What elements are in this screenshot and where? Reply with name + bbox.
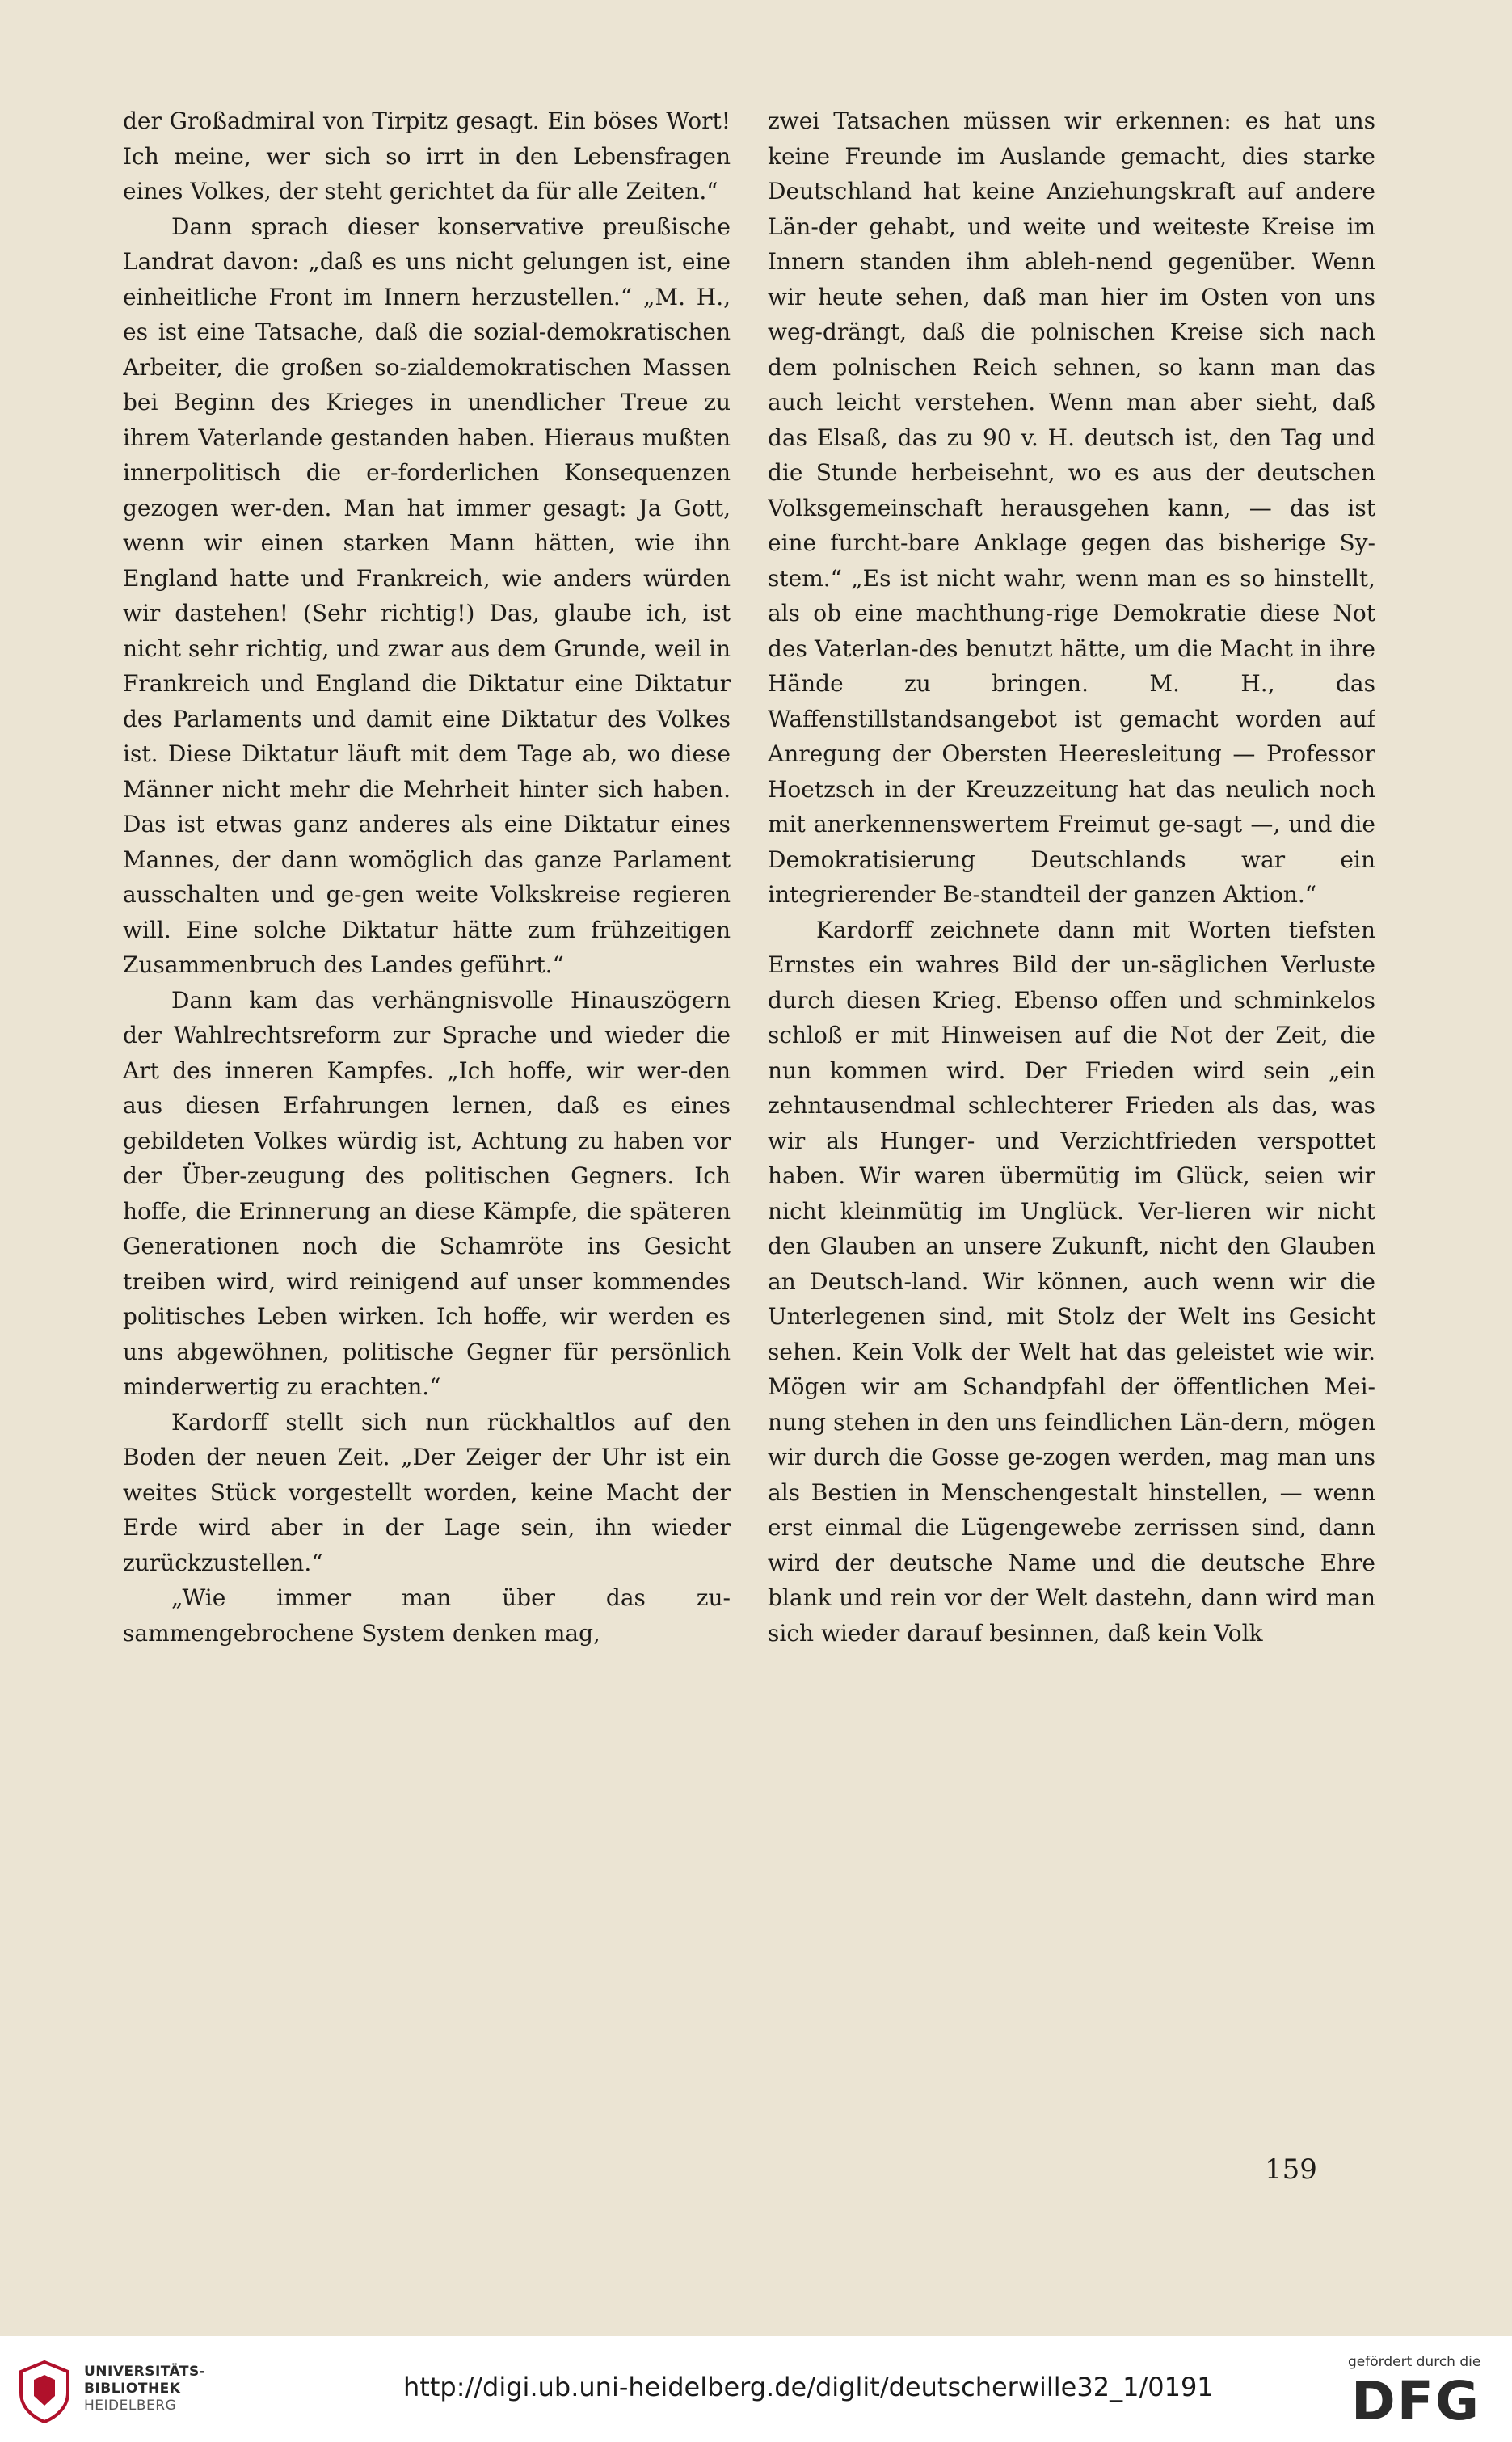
left-column [123, 103, 731, 2132]
paragraph: Dann kam das verhängnisvolle Hinauszögern der Wahlrechtsreform zur Sprache und wieder die Art des inneren Kampfes. „Ich hoffe, wir wer-den aus diesen Erfahrungen lernen, daß es eines gebildeten Volkes würdig ist, Achtung zu haben vor der Über-zeugung des politischen Gegners. Ich hoffe, die Erinnerung an diese Kämpfe, die späteren Generationen noch die Schamröte ins Gesicht treiben wird, wird reinigend auf unser kommendes politisches Leben wirken. Ich hoffe, wir werden es uns abgewöhnen, politische Gegner für persönlich minderwertig zu erachten.“ [123, 986, 731, 1400]
institution-line: BIBLIOTHEK [84, 2381, 181, 2397]
paragraph: zwei Tatsachen müssen wir erkennen: es hat uns keine Freunde im Auslande gemacht, dies starke Deutschland hat keine Anziehungskraft auf andere Län-der gehabt, und weite und weiteste Kreise im Innern standen ihm ableh-nend gegenüber. Wenn wir heute sehen, daß man hier im Osten von uns weg-drängt, daß die polnischen Kreise sich nach dem polnischen Reich sehnen, so kann man das auch leicht verstehen. Wenn man aber sieht, daß das Elsaß, das zu 90 v. H. deutsch ist, den Tag und die Stunde herbeisehnt, wo es aus der deutschen Volksgemeinschaft herausgehen kann, — das ist eine furcht-bare Anklage gegen das bisherige Sy-stem.“ „Es ist nicht wahr, wenn man es so hinstellt, als ob eine machthung-rige Demokratie diese Not des Vaterlan-des benutzt hätte, um die Macht in ihre Hände zu bringen. M. H., das Waffenstillstandsangebot ist gemacht worden auf Anregung der Obersten Heeresleitung — Professor Hoetzsch in der Kreuzzeitung hat das neulich noch mit anerkennenswertem Freimut ge-sagt —, und die Demokratisierung Deutschlands war ein integrierender Be-standteil der ganzen Aktion.“ [768, 108, 1375, 908]
institution-name [84, 2364, 205, 2415]
source-url-link[interactable]: http://digi.ub.uni-heidelberg.de/diglit/deutscherwille32_1/0191 [403, 2372, 1214, 2402]
institution-line: UNIVERSITÄTS- [84, 2364, 206, 2380]
institution-line: HEIDELBERG [84, 2398, 177, 2414]
dfg-logo: DFG [1351, 2370, 1481, 2432]
paragraph: Dann sprach dieser konservative preußische Landrat davon: „daß es uns nicht gelungen ist, eine einheitliche Front im Innern herzustellen.“ „M. H., es ist eine Tatsache, daß die sozial-demokratischen Arbeiter, die großen so-zialdemokratischen Massen bei Beginn des Krieges in unendlicher Treue zu ihrem Vaterlande gestanden haben. Hieraus mußten innerpolitisch die er-forderlichen Konsequenzen gezogen wer-den. Man hat immer gesagt: Ja Gott, wenn wir einen starken Mann hätten, wie ihn England hatte und Frankreich, wie anders würden wir dastehen! (Sehr richtig!) Das, glaube ich, ist nicht sehr richtig, und zwar aus dem Grunde, weil in Frankreich und England die Diktatur eine Diktatur des Parlaments und damit eine Diktatur des Volkes ist. Diese Diktatur läuft mit dem Tage ab, wo diese Männer nicht mehr die Mehrheit hinter sich haben. Das ist etwas ganz anderes als eine Diktatur eines Mannes, der dann womöglich das ganze Parlament ausschalten und ge-gen weite Volkskreise regieren will. Eine solche Diktatur hätte zum frühzeitigen Zusammenbruch des Landes geführt.“ [123, 213, 731, 978]
paragraph: der Großadmiral von Tirpitz gesagt. Ein böses Wort! Ich meine, wer sich so irrt in den Lebensfragen eines Volkes, der steht gerichtet da für alle Zeiten.“ [123, 108, 731, 205]
university-seal-icon [16, 2359, 73, 2423]
paragraph: „Wie immer man über das zu-sammengebrochene System denken mag, [123, 1584, 731, 1647]
paragraph: Kardorff zeichnete dann mit Worten tiefsten Ernstes ein wahres Bild der un-säglichen Verluste durch diesen Krieg. Ebenso offen und schminkelos schloß er mit Hinweisen auf die Not der Zeit, die nun kommen wird. Der Frieden wird sein „ein zehntausendmal schlechterer Frieden als das, was wir als Hunger- und Verzichtfrieden verspottet haben. Wir waren übermütig im Glück, seien wir nicht kleinmütig im Unglück. Ver-lieren wir nicht den Glauben an unsere Zukunft, nicht den Glauben an Deutsch-land. Wir können, auch wenn wir die Unterlegenen sind, mit Stolz der Welt ins Gesicht sehen. Kein Volk der Welt hat das geleistet wie wir. Mögen wir am Schandpfahl der öffentlichen Mei-nung stehen in den uns feindlichen Län-dern, mögen wir durch die Gosse ge-zogen werden, mag man uns als Bestien in Menschengestalt hinstellen, — wenn erst einmal die Lügengewebe zerrissen sind, dann wird der deutsche Name und die deutsche Ehre blank und rein vor der Welt dastehn, dann wird man sich wieder darauf besinnen, daß kein Volk [768, 916, 1375, 1647]
page-number: 159 [1265, 2153, 1317, 2186]
paragraph: Kardorff stellt sich nun rückhaltlos auf den Boden der neuen Zeit. „Der Zeiger der Uhr ist ein weites Stück vorgestellt worden, keine Macht der Erde wird aber in der Lage sein, ihn wieder zurückzustellen.“ [123, 1408, 731, 1576]
footer-bar [0, 2336, 1512, 2442]
funding-caption: gefördert durch die [1348, 2354, 1481, 2370]
right-column [768, 103, 1375, 2132]
